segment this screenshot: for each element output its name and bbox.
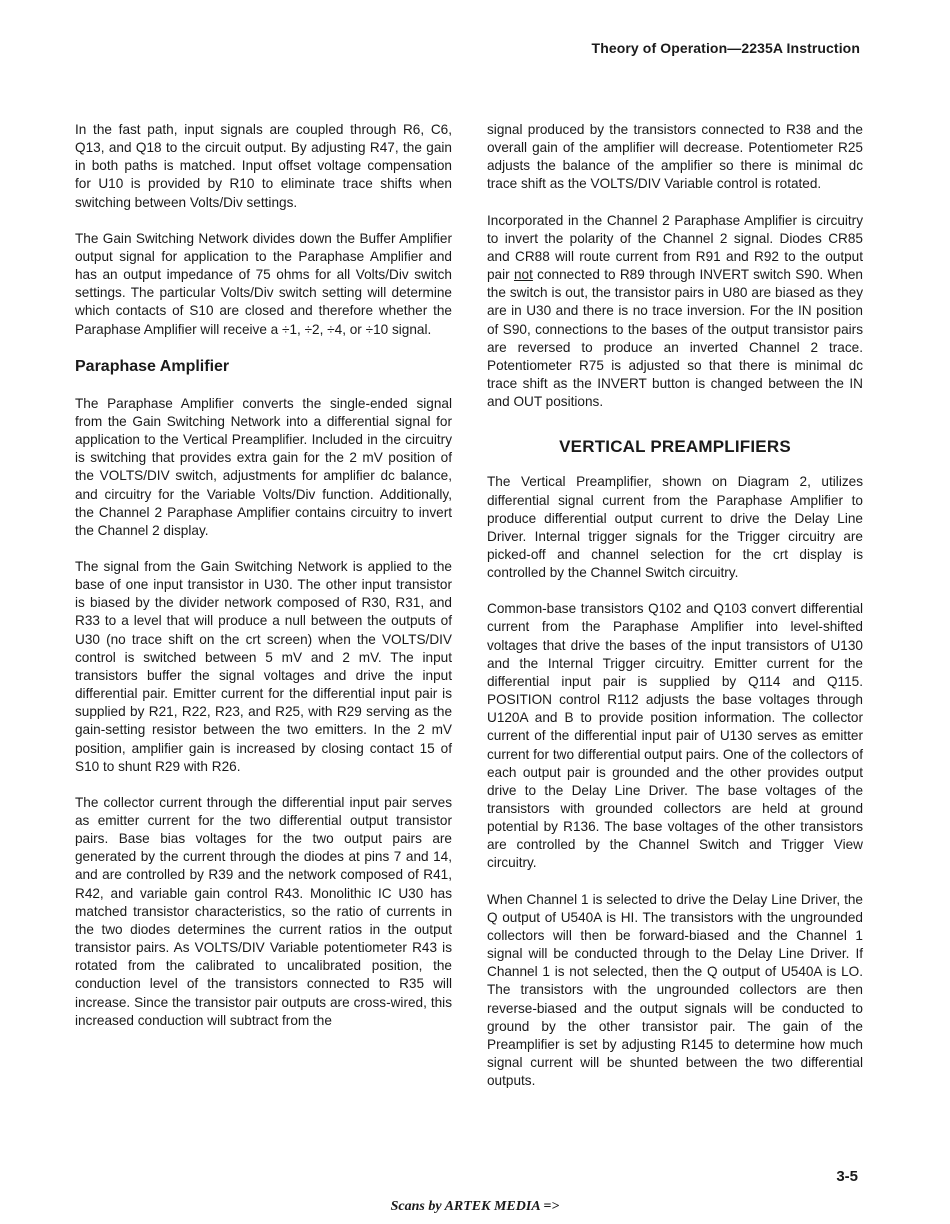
text-run: Incorporated in the Channel 2 Paraphase Amplifier is circuitry to invert the polarity of the Channel 2 signal. Diodes CR85 and CR88 will route current from R91 and R92 to the output pair: [487, 212, 863, 283]
page-number: 3-5: [836, 1168, 858, 1185]
paragraph: In the fast path, input signals are coupled through R6, C6, Q13, and Q18 to the circuit output. By adjusting R47, the gain in both paths is matched. Input offset voltage compensation for U10 is provided by R10 to eliminate trace shifts when switching between Volts/Div settings.: [75, 122, 452, 210]
running-header: Theory of Operation—2235A Instruction: [591, 40, 860, 56]
section-heading-paraphase-amplifier: Paraphase Amplifier: [75, 357, 230, 375]
paragraph: The collector current through the differential input pair serves as emitter current for the two differential output transistor pairs. Base bias voltages for the two output pairs are generated by the current through the diodes at pins 7 and 14, and are controlled by R39 and the network composed of R41, R42, and variable gain control R43. Monolithic IC U30 has matched transistor characteristics, so the ratio of currents in the two diodes determines the current ratios in the output transistor pairs. As VOLTS/DIV Variable potentiometer R43 is rotated from the calibrated to uncalibrated position, the conduction level of the transistors connected to R35 will increase. Since the transistor pair outputs are cross-wired, this increased conduction will subtract from the: [75, 794, 452, 1028]
paragraph: When Channel 1 is selected to drive the Delay Line Driver, the Q output of U540A is HI. The transistors with the ungrounded collectors will then be forward-biased and the Channel 1 signal will be conducted through to the Delay Line Driver. If Channel 1 is not selected, then the Q output of U540A is LO. The transistors with the ungrounded collectors are then reverse-biased and the output signals will be conducted to ground by the other transistor pair. The gain of the Preamplifier is set by adjusting R145 to determine how much signal current will be shunted between the two differential outputs.: [487, 891, 863, 1089]
text-run: connected to R89 through INVERT switch S90. When the switch is out, the transistor pairs in U80 are biased as they are in U30 and there is no trace inversion. For the IN position of S90, connections to the bases of the output transistor pairs are reversed to produce an inverted Channel 2 trace. Potentiometer R75 is adjusted so that there is minimal dc trace shift as the INVERT button is changed between the IN and OUT positions.: [487, 267, 863, 410]
left-column: [75, 121, 452, 1048]
underlined-word: not: [513, 267, 533, 283]
paragraph: The Vertical Preamplifier, shown on Diagram 2, utilizes differential signal current from the Paraphase Amplifier to produce differential output current to drive the Delay Line Driver. Internal trigger signals for the Trigger circuitry are picked-off and channel selection for the crt display is controlled by the Channel Switch circuitry.: [487, 474, 863, 581]
paragraph: Common-base transistors Q102 and Q103 convert differential current from the Paraphase Amplifier into level-shifted voltages that drive the bases of the input transistors of U130 and the Internal Trigger circuitry. Emitter current for the differential input pair is supplied by Q114 and Q115. POSITION control R112 adjusts the base voltages through U120A and B to provide position information. The collector current of the differential input pair of U130 serves as emitter current for two differential output pairs. One of the collectors of each output pair is grounded and the other provides output drive to the Delay Line Driver. The base voltages of the transistors with grounded collectors are held at ground potential by R136. The base voltages of the other transistors are controlled by the Channel Switch and Trigger View circuitry.: [487, 601, 863, 871]
paragraph: The Gain Switching Network divides down the Buffer Amplifier output signal for application to the Paraphase Amplifier and has an output impedance of 75 ohms for all Volts/Div switch settings. The particular Volts/Div switch setting will determine which contacts of S10 are closed and therefore whether the Paraphase Amplifier will receive a ÷1, ÷2, ÷4, or ÷10 signal.: [75, 230, 452, 337]
section-heading-vertical-preamplifiers: VERTICAL PREAMPLIFIERS: [559, 437, 791, 457]
paragraph: The Paraphase Amplifier converts the single-ended signal from the Gain Switching Network into a differential signal for application to the Vertical Preamplifier. Included in the circuitry is switching that provides extra gain for the 2 mV position of the VOLTS/DIV switch, adjustments for amplifier dc balance, and circuitry for the Variable Volts/Div function. Additionally, the Channel 2 Paraphase Amplifier contains circuitry to invert the Channel 2 display.: [75, 395, 452, 538]
paragraph: The signal from the Gain Switching Network is applied to the base of one input transistor in U30. The other input transistor is biased by the divider network composed of R30, R31, and R33 to a level that will produce a null between the outputs of U30 (no trace shift on the crt screen) when the VOLTS/DIV control is switched between 5 mV and 2 mV. The input transistors buffer the signal voltages and drive the input differential pair. Emitter current for the differential input pair is supplied by R21, R22, R23, and R25, with R29 serving as the gain-setting resistor between the two emitters. In the 2 mV position, amplifier gain is increased by closing contact 15 of S10 to shunt R29 with R26.: [75, 558, 452, 774]
paragraph-invert: [487, 212, 863, 412]
right-column: [487, 121, 863, 1108]
paragraph: signal produced by the transistors connected to R38 and the overall gain of the amplifier will decrease. Potentiometer R25 adjusts the balance of the amplifier so there is minimal dc trace shift as the VOLTS/DIV Variable control is rotated.: [487, 122, 863, 192]
scan-credit: Scans by ARTEK MEDIA =>: [390, 1199, 560, 1214]
